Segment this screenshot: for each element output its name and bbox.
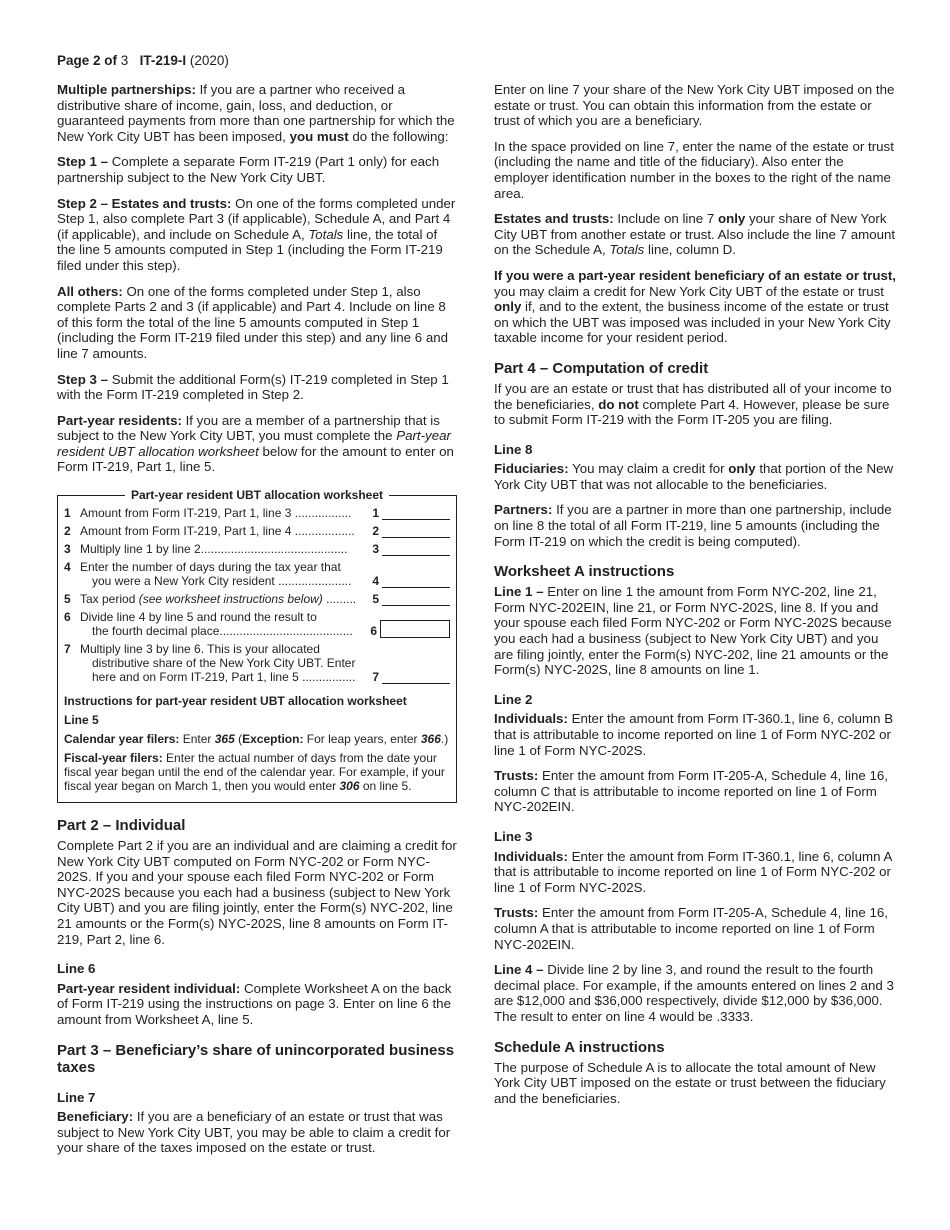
line3-trusts: Trusts: Enter the amount from Form IT-205-A, Schedule 4, line 16, column A that is attributable to income reported on line 1 of Form NYC-202EIN. bbox=[494, 905, 888, 952]
schedule-a-title: Schedule A instructions bbox=[494, 1038, 665, 1056]
page-label: Page 2 of bbox=[57, 53, 118, 68]
part-year-residents-paragraph: Part-year residents: If you are a member of a partnership that is subject to the New York City UBT, you must complete the Part-year resident UBT allocation worksheet below for the amount to enter on Form IT-219, Part 1, line 5. bbox=[57, 412, 454, 475]
worksheet-a-line1: Line 1 – Enter on line 1 the amount from Form NYC-202, line 21, Form NYC-202EIN, line 21, or Form NYC-202S, line 8. If you and your spouse each filed Form NYC-202 or Form NYC-202S because you each had a business (subject to New York City UBT) and you are filing jointly, enter the Form(s) NYC-202, line 21 amounts or the Form(s) NYC-202S, line 8 amounts on line 1. bbox=[494, 584, 892, 678]
multiple-partnerships-paragraph: Multiple partnerships: If you are a partner who received a distributive share of income, gain, loss, and deduction, or guaranteed payments from more than one partnership for which the New York City UBT has been imposed, you must do the following: bbox=[57, 82, 455, 144]
worksheet-line-5-field[interactable] bbox=[382, 593, 450, 606]
estates-trusts-paragraph: Estates and trusts: Include on line 7 only your share of New York City UBT from another estate or trust. Also include the line 7 amount on the Schedule A, Totals line, column D. bbox=[494, 211, 896, 258]
right-column bbox=[494, 82, 896, 1116]
page-header bbox=[57, 53, 229, 68]
step2-paragraph: Step 2 – Estates and trusts: On one of the forms completed under Step 1, also complete Part 3 (if applicable), Schedule A, and Part 4 (if applicable), and include on Schedule A, Totals line, the total of the line 5 amounts computed in Step 1 (including the Form IT-219 filed under this step). bbox=[57, 195, 456, 273]
fiscal-year-filers: Fiscal-year filers: Enter the actual number of days from the date your fiscal year began until the end of the calendar year. For example, if your fiscal year began on March 1, then you would enter 306 on line 5. bbox=[64, 751, 445, 794]
all-others-paragraph: All others: On one of the forms completed under Step 1, also complete Parts 2 and 3 (if applicable) and Part 4. Include on line 8 of this form the total of the line 5 amounts computed in Step 1 (including the Form IT-219 filed under this step) and any line 6 and line 7 amounts. bbox=[57, 283, 449, 361]
worksheet-line-7: 7 Multiply line 3 by line 6. This is your allocated distributive share of the New York City UBT. Enter here and on Form IT-219, Part 1, line 5 ................ 7 bbox=[64, 642, 450, 684]
part3-title: Part 3 – Beneficiary’s share of unincorporated business taxes bbox=[57, 1041, 455, 1076]
line7-name-paragraph: In the space provided on line 7, enter the name of the estate or trust (including the name and title of the fiduciary). Also enter the employer identification number in the boxes to the right of the name area. bbox=[494, 138, 894, 201]
worksheet-line-4: 4 Enter the number of days during the tax year that you were a New York City resident ...................... 4 bbox=[64, 560, 450, 588]
line2-individuals: Individuals: Enter the amount from Form IT-360.1, line 6, column B that is attributable to income reported on line 1 of Form NYC-202 or line 1 of Form NYC-202S. bbox=[494, 711, 894, 758]
part4-title: Part 4 – Computation of credit bbox=[494, 359, 709, 377]
form-id: IT-219-I bbox=[139, 53, 187, 68]
page-total: 3 bbox=[120, 53, 129, 68]
worksheet-line-5: 5 Tax period (see worksheet instructions below) ......... 5 bbox=[64, 592, 450, 606]
worksheet-line-2: 2 Amount from Form IT-219, Part 1, line 4 .................. 2 bbox=[64, 524, 450, 538]
part2-text: Complete Part 2 if you are an individual and are claiming a credit for New York City UBT computed on Form NYC-202 or Form NYC-202S. If you and your spouse each filed Form NYC-202 or Form NYC-202S because you each had a business (subject to New York City UBT) and you are filing jointly, enter the Form(s) NYC-202, line 21 amounts or the Form(s) NYC-202S, line 8 amounts on Form IT-219, Part 2, line 6. bbox=[57, 838, 457, 947]
line3-individuals: Individuals: Enter the amount from Form IT-360.1, line 6, column A that is attributable to income reported on line 1 of Form NYC-202 or line 1 of Form NYC-202S. bbox=[494, 848, 892, 895]
line7-title: Line 7 bbox=[57, 1089, 96, 1105]
worksheet-line-3-field[interactable] bbox=[382, 543, 450, 556]
worksheet-line-1-field[interactable] bbox=[382, 507, 450, 520]
step3-paragraph: Step 3 – Submit the additional Form(s) IT-219 completed in Step 1 with the Form IT-219 completed in Step 2. bbox=[57, 371, 449, 403]
line2-trusts: Trusts: Enter the amount from Form IT-205-A, Schedule 4, line 16, column C that is attributable to income reported on line 1 of Form NYC-202EIN. bbox=[494, 768, 888, 815]
part-year-beneficiary-paragraph: If you were a part-year resident beneficiary of an estate or trust, you may claim a credit for New York City UBT of the estate or trust only if, and to the extent, the business income of the estate or trust on which the UBT was imposed was included in your New York City taxable income for your resident period. bbox=[494, 267, 896, 346]
worksheet-a-title: Worksheet A instructions bbox=[494, 563, 675, 581]
worksheet-line-7-field[interactable] bbox=[382, 671, 450, 684]
worksheet-instructions-title: Instructions for part-year resident UBT allocation worksheet bbox=[64, 694, 407, 709]
calendar-year-filers: Calendar year filers: Enter 365 (Exception: For leap years, enter 366.) bbox=[64, 732, 449, 747]
worksheet-line-1: 1 Amount from Form IT-219, Part 1, line 3 ................. 1 bbox=[64, 506, 450, 520]
partners-paragraph: Partners: If you are a partner in more than one partnership, include on line 8 the total of all Form IT-219, line 5 amounts (including the Form IT-219 on which the credit is being computed). bbox=[494, 502, 892, 549]
line6-title: Line 6 bbox=[57, 961, 96, 977]
line7-paragraph: Beneficiary: If you are a beneficiary of an estate or trust that was subject to New York City UBT, you may be able to claim a credit for your share of the taxes imposed on the estate or trust. bbox=[57, 1109, 451, 1156]
ubt-allocation-worksheet bbox=[57, 488, 457, 803]
line2-title: Line 2 bbox=[494, 691, 533, 707]
worksheet-line-4-field[interactable] bbox=[382, 575, 450, 588]
step1-paragraph: Step 1 – Complete a separate Form IT-219 (Part 1 only) for each partnership subject to the New York City UBT. bbox=[57, 154, 440, 185]
part4-text: If you are an estate or trust that has distributed all of your income to the beneficiaries, do not complete Part 4. However, please be sure to submit Form IT-219 with the Form IT-205 you are filing. bbox=[494, 380, 892, 428]
form-year: (2020) bbox=[189, 53, 229, 68]
worksheet-instructions-line5: Line 5 bbox=[64, 713, 99, 728]
line6-paragraph: Part-year resident individual: Complete Worksheet A on the back of Form IT-219 using the instructions on page 3. Enter on line 6 the amount from Worksheet A, line 5. bbox=[57, 980, 452, 1027]
worksheet-instructions bbox=[64, 694, 450, 793]
worksheet-line-6-field[interactable] bbox=[380, 620, 450, 638]
worksheet-line-2-field[interactable] bbox=[382, 525, 450, 538]
worksheet-line-6: 6 Divide line 4 by line 5 and round the result to the fourth decimal place........................................ 6 bbox=[64, 610, 450, 638]
line3-title: Line 3 bbox=[494, 828, 533, 844]
part2-title: Part 2 – Individual bbox=[57, 817, 186, 835]
worksheet-line-3: 3 Multiply line 1 by line 2............................................ 3 bbox=[64, 542, 450, 556]
left-column bbox=[57, 82, 457, 1166]
line8-title: Line 8 bbox=[494, 441, 533, 457]
schedule-a-text: The purpose of Schedule A is to allocate the total amount of New York City UBT imposed on the estate or trust between the fiduciary and the beneficiaries. bbox=[494, 1059, 886, 1106]
line7-share-paragraph: Enter on line 7 your share of the New York City UBT imposed on the estate or trust. You can obtain this information from the estate or trust of which you are a beneficiary. bbox=[494, 82, 895, 129]
worksheet-title: Part-year resident UBT allocation worksheet bbox=[58, 488, 456, 502]
fiduciaries-paragraph: Fiduciaries: You may claim a credit for only that portion of the New York City UBT that was not allocable to the beneficiaries. bbox=[494, 461, 894, 492]
line4-paragraph: Line 4 – Divide line 2 by line 3, and round the result to the fourth decimal place. For example, if the amounts entered on lines 2 and 3 are $12,000 and $36,000 respectively, divide $12,000 by $36,000. The result to enter on line 4 would be .3333. bbox=[494, 962, 894, 1024]
